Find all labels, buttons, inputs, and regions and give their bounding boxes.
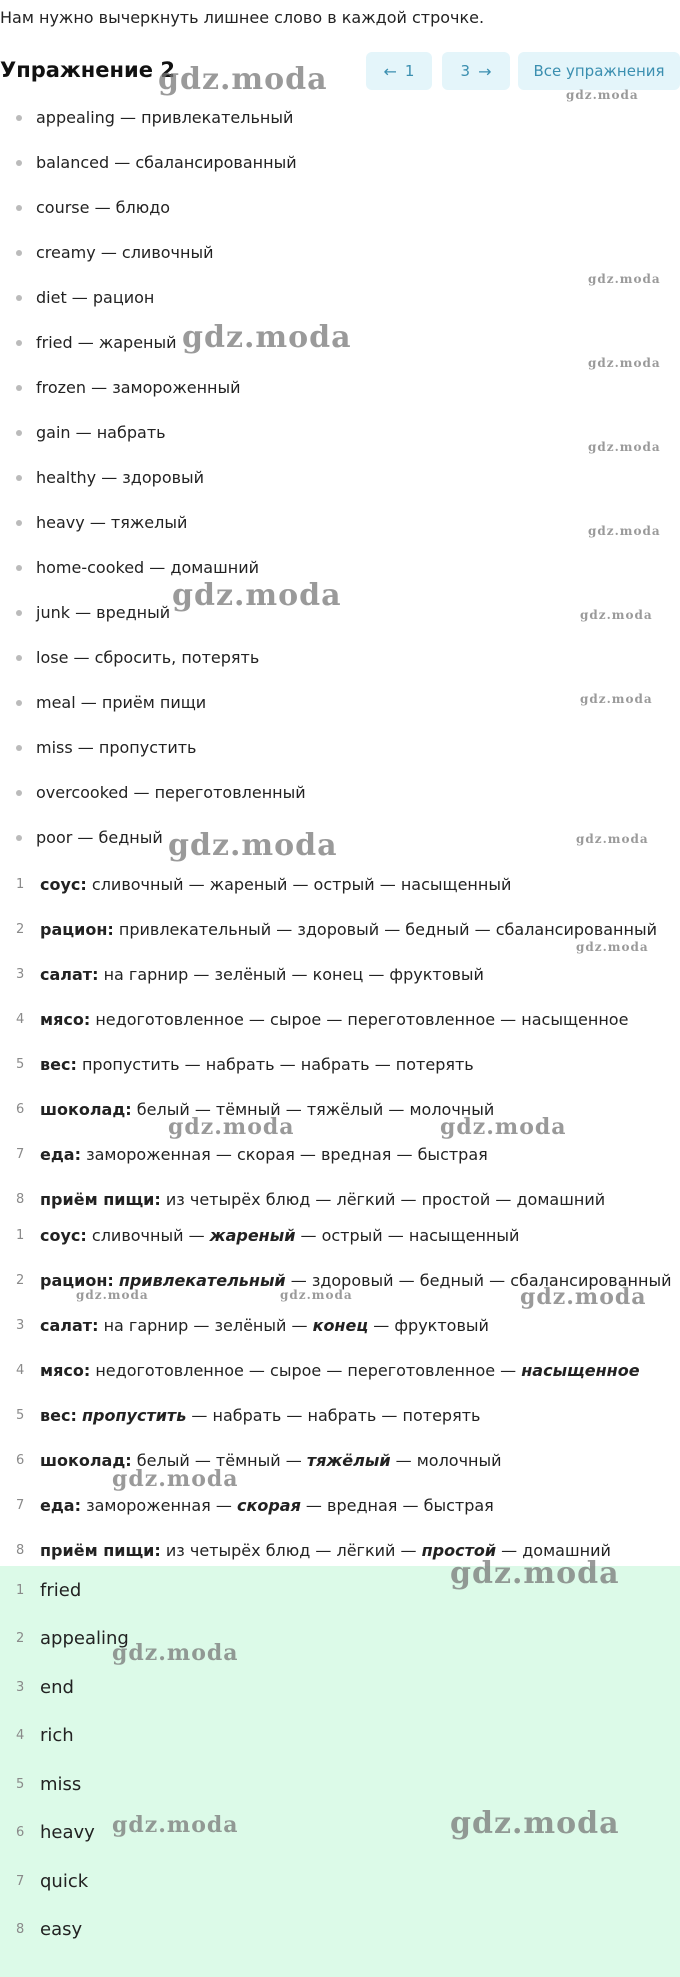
row-number: 4 bbox=[16, 1012, 25, 1027]
dash-separator: — bbox=[68, 648, 95, 667]
option-word: привлекательный bbox=[118, 920, 272, 939]
question-topic: соус bbox=[40, 1226, 81, 1245]
watermark: gdz.moda bbox=[580, 692, 653, 706]
bullet-icon bbox=[16, 475, 22, 481]
question-topic: приём пищи bbox=[40, 1541, 155, 1560]
question-row: 8 приём пищи : из четырёх блюд — лёгкий — простой — домашний bbox=[0, 1528, 680, 1573]
bullet-icon bbox=[16, 520, 22, 526]
question-topic: еда bbox=[40, 1496, 75, 1515]
answer-row bbox=[0, 1566, 680, 1615]
option-word: потерять bbox=[402, 1406, 481, 1425]
list-item bbox=[0, 365, 680, 410]
list-item bbox=[0, 410, 680, 455]
watermark: gdz.moda bbox=[576, 940, 649, 954]
watermark: gdz.moda bbox=[168, 828, 338, 863]
answer-text: fried bbox=[40, 1579, 82, 1601]
watermark: gdz.moda bbox=[76, 1288, 149, 1302]
dash-separator: — bbox=[109, 153, 136, 172]
option-word: бедный bbox=[419, 1271, 485, 1290]
option-word: домашний bbox=[522, 1541, 611, 1560]
vocab-word: home-cooked bbox=[36, 558, 145, 577]
list-item bbox=[0, 275, 680, 320]
marked-question-list bbox=[0, 1213, 680, 1573]
option-word: конец bbox=[312, 965, 364, 984]
answer-row bbox=[0, 1712, 680, 1761]
question-topic: рацион bbox=[40, 920, 108, 939]
odd-word: насыщенное bbox=[521, 1361, 640, 1380]
option-word: потерять bbox=[395, 1055, 474, 1074]
question-topic: рацион bbox=[40, 1271, 108, 1290]
option-word: на гарнир bbox=[103, 1316, 189, 1335]
option-word: из четырёх блюд bbox=[165, 1541, 311, 1560]
option-word: сырое bbox=[270, 1361, 322, 1380]
colon: : bbox=[107, 920, 114, 939]
vocab-translation: блюдо bbox=[115, 198, 171, 217]
option-word: домашний bbox=[516, 1190, 606, 1209]
watermark: gdz.moda bbox=[280, 1288, 353, 1302]
option-word: замороженная bbox=[86, 1496, 211, 1515]
vocab-translation: переготовленный bbox=[154, 783, 306, 802]
question-topic: шоколад bbox=[40, 1451, 126, 1470]
vocab-word: appealing bbox=[36, 108, 115, 127]
question-row: 4 мясо : недоготовленное — сырое — переготовленное — насыщенное bbox=[0, 997, 680, 1042]
question-topic: мясо bbox=[40, 1010, 84, 1029]
question-row: 4 мясо : недоготовленное — сырое — переготовленное — насыщенное bbox=[0, 1348, 680, 1393]
watermark: gdz.moda bbox=[566, 88, 639, 102]
option-word: острый bbox=[321, 1226, 383, 1245]
odd-word: простой bbox=[421, 1541, 497, 1560]
question-row: 1 соус : сливочный — жареный — острый — насыщенный bbox=[0, 862, 680, 907]
odd-word: тяжёлый bbox=[306, 1451, 391, 1470]
row-number: 4 bbox=[16, 1728, 25, 1744]
watermark: gdz.moda bbox=[580, 608, 653, 622]
watermark: gdz.moda bbox=[520, 1284, 647, 1310]
colon: : bbox=[154, 1190, 161, 1209]
option-word: набрать bbox=[212, 1406, 282, 1425]
bullet-icon bbox=[16, 835, 22, 841]
question-topic: салат bbox=[40, 965, 93, 984]
odd-word: жареный bbox=[209, 1226, 296, 1245]
list-item bbox=[0, 320, 680, 365]
watermark: gdz.moda bbox=[588, 356, 661, 370]
vocab-word: diet bbox=[36, 288, 67, 307]
vocab-word: heavy bbox=[36, 513, 85, 532]
arrow-left-icon: ← bbox=[383, 61, 397, 81]
option-word: фруктовый bbox=[394, 1316, 489, 1335]
dash-separator: — bbox=[75, 693, 102, 712]
option-word: из четырёх блюд bbox=[165, 1190, 311, 1209]
vocab-translation: привлекательный bbox=[141, 108, 294, 127]
question-topic: еда bbox=[40, 1145, 75, 1164]
bullet-icon bbox=[16, 745, 22, 751]
option-word: жареный bbox=[209, 875, 288, 894]
answer-row bbox=[0, 1615, 680, 1664]
option-word: замороженная bbox=[86, 1145, 211, 1164]
colon: : bbox=[92, 965, 99, 984]
question-row: 5 вес : пропустить — набрать — набрать — потерять bbox=[0, 1393, 680, 1438]
option-word: вредная bbox=[327, 1496, 398, 1515]
watermark: gdz.moda bbox=[158, 62, 328, 97]
row-number: 1 bbox=[16, 877, 25, 892]
watermark: gdz.moda bbox=[168, 1114, 295, 1140]
odd-word: скорая bbox=[236, 1496, 301, 1515]
vocab-translation: жареный bbox=[98, 333, 177, 352]
question-topic: салат bbox=[40, 1316, 93, 1335]
row-number: 5 bbox=[16, 1057, 25, 1072]
vocab-word: frozen bbox=[36, 378, 87, 397]
watermark: gdz.moda bbox=[112, 1812, 239, 1838]
bullet-icon bbox=[16, 610, 22, 616]
colon: : bbox=[80, 875, 87, 894]
question-row: 1 соус : сливочный — жареный — острый — насыщенный bbox=[0, 1213, 680, 1258]
question-row: 5 вес : пропустить — набрать — набрать — потерять bbox=[0, 1042, 680, 1087]
vocab-translation: тяжелый bbox=[110, 513, 188, 532]
option-word: здоровый bbox=[311, 1271, 394, 1290]
bullet-icon bbox=[16, 205, 22, 211]
question-topic: соус bbox=[40, 875, 81, 894]
dash-separator: — bbox=[72, 333, 99, 352]
bullet-icon bbox=[16, 385, 22, 391]
row-number: 1 bbox=[16, 1582, 25, 1598]
watermark: gdz.moda bbox=[588, 524, 661, 538]
option-word: переготовленное bbox=[347, 1010, 496, 1029]
next-exercise-button[interactable] bbox=[442, 52, 510, 90]
dash-separator: — bbox=[144, 558, 171, 577]
option-word: сливочный bbox=[91, 1226, 184, 1245]
list-item bbox=[0, 770, 680, 815]
option-word: насыщенный bbox=[400, 875, 512, 894]
row-number: 2 bbox=[16, 922, 25, 937]
option-word: зелёный bbox=[214, 1316, 287, 1335]
prev-exercise-button[interactable] bbox=[366, 52, 432, 90]
question-row: 3 салат : на гарнир — зелёный — конец — фруктовый bbox=[0, 1303, 680, 1348]
list-item bbox=[0, 230, 680, 275]
dash-separator: — bbox=[95, 243, 122, 262]
watermark: gdz.moda bbox=[440, 1114, 567, 1140]
odd-word: конец bbox=[312, 1316, 369, 1335]
option-word: острый bbox=[313, 875, 375, 894]
option-word: зелёный bbox=[214, 965, 287, 984]
row-number: 1 bbox=[16, 1228, 25, 1243]
question-topic: приём пищи bbox=[40, 1190, 155, 1209]
option-word: недоготовленное bbox=[95, 1361, 244, 1380]
vocab-translation: домашний bbox=[170, 558, 259, 577]
question-topic: шоколад bbox=[40, 1100, 126, 1119]
option-word: недоготовленное bbox=[95, 1010, 244, 1029]
exercise-header bbox=[0, 52, 680, 92]
list-item bbox=[0, 95, 680, 140]
row-number: 6 bbox=[16, 1453, 25, 1468]
row-number: 3 bbox=[16, 1679, 25, 1695]
answer-row bbox=[0, 1663, 680, 1712]
colon: : bbox=[80, 1226, 87, 1245]
option-word: лёгкий bbox=[336, 1541, 396, 1560]
watermark: gdz.moda bbox=[588, 440, 661, 454]
option-word: набрать bbox=[307, 1406, 377, 1425]
watermark: gdz.moda bbox=[182, 320, 352, 355]
row-number: 2 bbox=[16, 1631, 25, 1647]
colon: : bbox=[70, 1406, 77, 1425]
colon: : bbox=[83, 1361, 91, 1380]
bullet-icon bbox=[16, 430, 22, 436]
colon: : bbox=[74, 1496, 81, 1515]
bullet-icon bbox=[16, 115, 22, 121]
vocab-translation: вредный bbox=[96, 603, 171, 622]
row-number: 7 bbox=[16, 1873, 25, 1889]
bullet-icon bbox=[16, 565, 22, 571]
vocab-word: miss bbox=[36, 738, 73, 757]
vocab-translation: пропустить bbox=[98, 738, 197, 757]
question-row: 2 рацион : привлекательный — здоровый — бедный — сбалансированный bbox=[0, 907, 680, 952]
option-word: на гарнир bbox=[103, 965, 189, 984]
answer-row bbox=[0, 1809, 680, 1858]
vocab-translation: здоровый bbox=[122, 468, 205, 487]
all-exercises-button[interactable]: Все упражнения bbox=[518, 52, 680, 90]
dash-separator: — bbox=[72, 738, 99, 757]
option-word: белый bbox=[136, 1100, 190, 1119]
option-word: молочный bbox=[416, 1451, 502, 1470]
bullet-icon bbox=[16, 295, 22, 301]
dash-separator: — bbox=[86, 378, 113, 397]
vocab-word: poor bbox=[36, 828, 73, 847]
vocabulary-list bbox=[0, 95, 680, 860]
list-item bbox=[0, 815, 680, 860]
answer-text: appealing bbox=[40, 1628, 129, 1650]
option-word: сливочный bbox=[91, 875, 184, 894]
vocab-word: lose bbox=[36, 648, 69, 667]
list-item bbox=[0, 635, 680, 680]
intro-text: Нам нужно вычеркнуть лишнее слово в каждой строчке. bbox=[0, 8, 485, 27]
answer-row bbox=[0, 1760, 680, 1809]
colon: : bbox=[92, 1316, 99, 1335]
question-row: 2 рацион : привлекательный — здоровый — бедный — сбалансированный bbox=[0, 1258, 680, 1303]
row-number: 7 bbox=[16, 1147, 25, 1162]
vocab-translation: сбалансированный bbox=[135, 153, 297, 172]
odd-word: привлекательный bbox=[118, 1271, 286, 1290]
row-number: 7 bbox=[16, 1498, 25, 1513]
option-word: быстрая bbox=[417, 1145, 488, 1164]
vocab-translation: рацион bbox=[92, 288, 155, 307]
vocab-word: meal bbox=[36, 693, 76, 712]
colon: : bbox=[107, 1271, 114, 1290]
vocab-word: balanced bbox=[36, 153, 110, 172]
vocab-translation: приём пищи bbox=[101, 693, 207, 712]
option-word: насыщенный bbox=[408, 1226, 520, 1245]
page-title: Упражнение 2 bbox=[0, 58, 175, 82]
option-word: бедный bbox=[405, 920, 470, 939]
vocab-word: overcooked bbox=[36, 783, 129, 802]
list-item bbox=[0, 545, 680, 590]
dash-separator: — bbox=[70, 423, 97, 442]
dash-separator: — bbox=[84, 513, 111, 532]
bullet-icon bbox=[16, 700, 22, 706]
row-number: 8 bbox=[16, 1543, 25, 1558]
answer-row bbox=[0, 1906, 680, 1955]
dash-separator: — bbox=[128, 783, 155, 802]
option-word: сырое bbox=[270, 1010, 322, 1029]
list-item bbox=[0, 455, 680, 500]
watermark: gdz.moda bbox=[112, 1466, 239, 1492]
list-item bbox=[0, 680, 680, 725]
answer-list bbox=[0, 1566, 680, 1954]
list-item bbox=[0, 500, 680, 545]
vocab-translation: замороженный bbox=[112, 378, 241, 397]
question-list bbox=[0, 862, 680, 1222]
option-word: белый bbox=[136, 1451, 190, 1470]
watermark: gdz.moda bbox=[450, 1556, 620, 1591]
vocab-word: course bbox=[36, 198, 90, 217]
option-word: быстрая bbox=[423, 1496, 494, 1515]
colon: : bbox=[125, 1100, 132, 1119]
vocab-translation: сбросить, потерять bbox=[94, 648, 260, 667]
watermark: gdz.moda bbox=[450, 1806, 620, 1841]
option-word: набрать bbox=[300, 1055, 370, 1074]
vocab-translation: бедный bbox=[98, 828, 163, 847]
colon: : bbox=[83, 1010, 91, 1029]
answer-text: end bbox=[40, 1676, 74, 1698]
option-word: сбалансированный bbox=[510, 1271, 672, 1290]
vocab-word: creamy bbox=[36, 243, 96, 262]
row-number: 3 bbox=[16, 1318, 25, 1333]
answer-text: easy bbox=[40, 1919, 83, 1941]
row-number: 6 bbox=[16, 1102, 25, 1117]
vocab-word: fried bbox=[36, 333, 73, 352]
option-word: здоровый bbox=[297, 920, 380, 939]
answer-text: heavy bbox=[40, 1822, 95, 1844]
dash-separator: — bbox=[70, 603, 97, 622]
option-word: пропустить bbox=[81, 1055, 180, 1074]
option-word: скорая bbox=[236, 1145, 295, 1164]
answer-text: quick bbox=[40, 1870, 89, 1892]
option-word: тяжёлый bbox=[306, 1100, 384, 1119]
answer-text: miss bbox=[40, 1773, 82, 1795]
question-row: 7 еда : замороженная — скорая — вредная — быстрая bbox=[0, 1483, 680, 1528]
dash-separator: — bbox=[114, 108, 142, 127]
dash-separator: — bbox=[89, 198, 116, 217]
bullet-icon bbox=[16, 655, 22, 661]
option-word: вредная bbox=[321, 1145, 392, 1164]
option-word: набрать bbox=[205, 1055, 275, 1074]
bullet-icon bbox=[16, 790, 22, 796]
vocab-word: healthy bbox=[36, 468, 97, 487]
option-word: молочный bbox=[409, 1100, 495, 1119]
row-number: 8 bbox=[16, 1922, 25, 1938]
option-word: тёмный bbox=[215, 1451, 281, 1470]
dash-separator: — bbox=[96, 468, 123, 487]
question-topic: вес bbox=[40, 1055, 71, 1074]
option-word: переготовленное bbox=[347, 1361, 496, 1380]
bullet-icon bbox=[16, 250, 22, 256]
option-word: тёмный bbox=[215, 1100, 281, 1119]
colon: : bbox=[74, 1145, 81, 1164]
option-word: фруктовый bbox=[389, 965, 484, 984]
bullet-icon bbox=[16, 340, 22, 346]
row-number: 5 bbox=[16, 1408, 25, 1423]
watermark: gdz.moda bbox=[172, 578, 342, 613]
question-row: 8 приём пищи : из четырёх блюд — лёгкий — простой — домашний bbox=[0, 1177, 680, 1222]
vocab-word: gain bbox=[36, 423, 71, 442]
question-row: 6 шоколад : белый — тёмный — тяжёлый — молочный bbox=[0, 1438, 680, 1483]
vocab-translation: набрать bbox=[96, 423, 166, 442]
colon: : bbox=[70, 1055, 77, 1074]
watermark: gdz.moda bbox=[588, 272, 661, 286]
row-number: 8 bbox=[16, 1192, 25, 1207]
question-topic: мясо bbox=[40, 1361, 84, 1380]
row-number: 2 bbox=[16, 1273, 25, 1288]
option-word: насыщенное bbox=[521, 1010, 629, 1029]
bullet-icon bbox=[16, 160, 22, 166]
colon: : bbox=[125, 1451, 132, 1470]
answer-text: rich bbox=[40, 1725, 74, 1747]
option-word: сбалансированный bbox=[495, 920, 658, 939]
watermark: gdz.moda bbox=[112, 1640, 239, 1666]
watermark: gdz.moda bbox=[576, 832, 649, 846]
dash-separator: — bbox=[72, 828, 99, 847]
question-row: 7 еда : замороженная — скорая — вредная — быстрая bbox=[0, 1132, 680, 1177]
answer-row bbox=[0, 1857, 680, 1906]
prev-exercise-label: 1 bbox=[404, 62, 415, 80]
row-number: 6 bbox=[16, 1825, 25, 1841]
list-item bbox=[0, 590, 680, 635]
row-number: 4 bbox=[16, 1363, 25, 1378]
question-topic: вес bbox=[40, 1406, 71, 1425]
arrow-right-icon: → bbox=[478, 61, 492, 81]
list-item bbox=[0, 185, 680, 230]
next-exercise-label: 3 bbox=[460, 62, 471, 80]
option-word: простой bbox=[421, 1190, 491, 1209]
vocab-translation: сливочный bbox=[121, 243, 214, 262]
vocab-word: junk bbox=[36, 603, 70, 622]
row-number: 3 bbox=[16, 967, 25, 982]
list-item bbox=[0, 725, 680, 770]
question-row: 3 салат : на гарнир — зелёный — конец — фруктовый bbox=[0, 952, 680, 997]
colon: : bbox=[154, 1541, 161, 1560]
row-number: 5 bbox=[16, 1776, 25, 1792]
question-row: 6 шоколад : белый — тёмный — тяжёлый — молочный bbox=[0, 1087, 680, 1132]
list-item bbox=[0, 140, 680, 185]
odd-word: пропустить bbox=[81, 1406, 187, 1425]
dash-separator: — bbox=[66, 288, 93, 307]
option-word: лёгкий bbox=[336, 1190, 396, 1209]
